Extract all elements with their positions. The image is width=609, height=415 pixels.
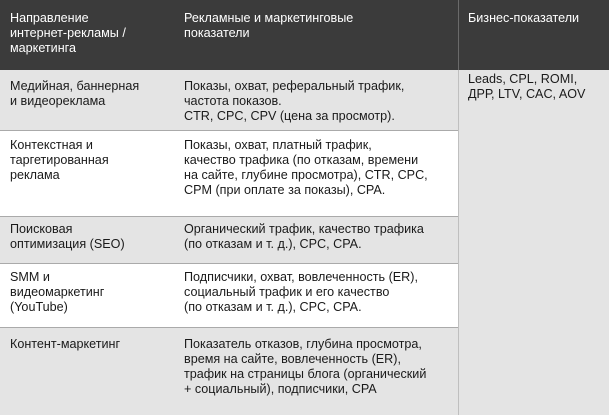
header-business-metrics: Бизнес-показатели bbox=[468, 11, 580, 25]
header-ad-metrics: Рекламные и маркетинговые показатели bbox=[184, 11, 354, 40]
row-metrics: Подписчики, охват, вовлеченность (ER), социальный трафик и его качество (по отказам и т. д.), CPC, CPA. bbox=[184, 270, 418, 314]
header-column-divider bbox=[458, 0, 459, 70]
business-metrics-cell bbox=[458, 70, 609, 415]
business-metrics-text: Leads, CPL, ROMI, ДРР, LTV, CAC, AOV bbox=[468, 72, 586, 101]
row-metrics: Показатель отказов, глубина просмотра, время на сайте, вовлеченность (ER), трафик на страницы блога (органический + социальный), подписчики, CPA bbox=[184, 337, 427, 396]
row-metrics: Показы, охват, платный трафик, качество трафика (по отказам, времени на сайте, глубине просмотра), CTR, CPC, CPM (при оплате за показы), CPA. bbox=[184, 138, 428, 197]
table-row bbox=[0, 328, 458, 415]
table-row bbox=[0, 70, 458, 130]
row-direction: Поисковая оптимизация (SEO) bbox=[10, 222, 125, 251]
table-row bbox=[0, 217, 458, 263]
table-header bbox=[0, 0, 609, 70]
row-metrics: Показы, охват, реферальный трафик, частота показов. CTR, CPC, CPV (цена за просмотр). bbox=[184, 79, 405, 123]
header-direction: Направление интернет-рекламы / маркетинга bbox=[10, 11, 126, 55]
table-row bbox=[0, 131, 458, 216]
row-direction: SMM и видеомаркетинг (YouTube) bbox=[10, 270, 105, 314]
table-row bbox=[0, 264, 458, 327]
row-direction: Контент-маркетинг bbox=[10, 337, 121, 351]
row-direction: Контекстная и таргетированная реклама bbox=[10, 138, 109, 182]
row-direction: Медийная, баннерная и видеореклама bbox=[10, 79, 140, 108]
row-metrics: Органический трафик, качество трафика (по отказам и т. д.), CPC, CPA. bbox=[184, 222, 424, 251]
